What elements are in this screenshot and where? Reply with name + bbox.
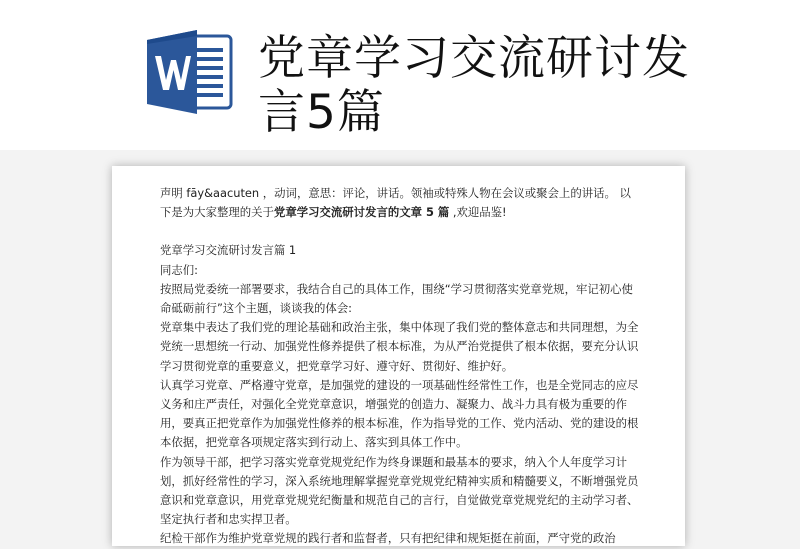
section-heading: 党章学习交流研讨发言篇 1 [160,243,297,258]
intro-paragraph [160,184,640,222]
intro-text-end: ,欢迎品鉴! [449,205,507,220]
intro-bold-text: 党章学习交流研讨发言的文章 5 篇 [273,205,450,220]
intro-text: 声明 fāy&aacuten ，动词，意思：评论，讲话。领袖或特殊人物在会议或聚会上的讲话。 以下是为大家整理的关于 [160,186,631,220]
microsoft-word-icon [145,30,235,114]
greeting: 同志们: [160,262,199,277]
document-body [160,184,640,549]
body-paragraph: 纪检干部作为维护党章党规的践行者和监督者，只有把纪律和规矩挺在前面，严守党的政治 [160,531,616,546]
paragraph-spacer [160,222,640,241]
header-banner [0,0,800,150]
body-paragraph: 认真学习党章、严格遵守党章，是加强党的建设的一项基础性经常性工作，也是全党同志的应尽义务和庄严责任，对强化全党党章意识，增强党的创造力、凝聚力、战斗力具有极为重要的作用，要真正把党章作为加强党性修养的根本标准，作为指导党的工作、党内活动、党的建设的根本依据，把党章各项规定落实到行动上、落实到具体工作中。 [160,377,639,450]
page-title: 党章学习交流研讨发言5篇 [258,31,690,140]
document-page [112,166,685,546]
body-paragraph: 作为领导干部，把学习落实党章党规党纪作为终身课题和最基本的要求，纳入个人年度学习计划，抓好经常性的学习，深入系统地理解掌握党章党规党纪精神实质和精髓要义，不断增强党员意识和党章意识，用党章党规党纪衡量和规范自己的言行，自觉做党章党规党纪的主动学习者、坚定执行者和忠实捍卫者。 [160,454,639,527]
body-paragraph: 按照局党委统一部署要求，我结合自己的具体工作，围绕“学习贯彻落实党章党规，牢记初心使命砥砺前行”这个主题，谈谈我的体会: [160,281,633,316]
body-paragraph: 党章集中表达了我们党的理论基础和政治主张，集中体现了我们党的整体意志和共同理想，为全党统一思想统一行动、加强党性修养提供了根本标准，为从严治党提供了根本依据，要充分认识学习贯彻党章的重要意义，把党章学习好、遵守好、贯彻好、维护好。 [160,320,639,373]
